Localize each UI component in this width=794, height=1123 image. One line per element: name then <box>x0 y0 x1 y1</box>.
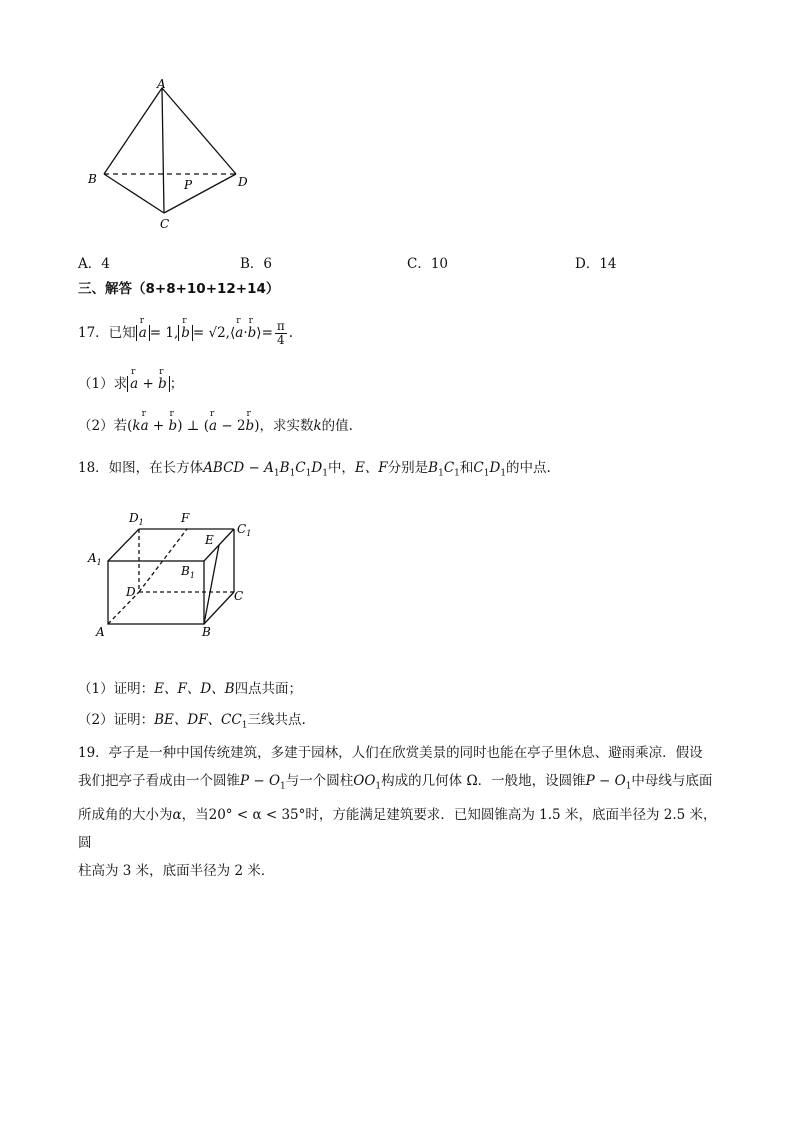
label-D: D <box>238 175 248 189</box>
q19-line1: 19．亭子是一种中国传统建筑，多建于园林，人们在欣赏美景的同时也能在亭子里休息、避雨乘凉．假设 <box>78 745 703 761</box>
label-B: B <box>202 625 211 639</box>
vector-b-abs: r b <box>178 325 193 341</box>
q17-prefix: 17．已知 <box>78 325 136 341</box>
label-B: B <box>88 172 97 186</box>
q19-line3: 所成角的大小为α，当20° < α < 35°时，方能满足建筑要求．已知圆锥高为 1.5 米，底面半径为 2.5 米，圆 <box>78 806 717 851</box>
vector-a-abs: r a <box>136 325 150 341</box>
choice-d[interactable]: D．14 <box>575 256 617 272</box>
label-D1: $D_1$ <box>129 511 144 527</box>
q18-stem: 18．如图，在长方体ABCD − $A_1B_1C_1D_1$中，E、F分别是$B_1C_1$和$C_1D_1$的中点. <box>78 460 551 479</box>
q19-line2: 我们把亭子看成由一个圆锥$P - O_1$与一个圆柱$OO_1$构成的几何体 Ω．一般地，设圆锥$P - O_1$中母线与底面 <box>78 773 713 792</box>
pi-over-4: $\frac{\pi}{4}$ <box>276 319 285 347</box>
q17-eq: = <box>261 325 273 341</box>
label-A1: $A_1$ <box>88 551 102 567</box>
sum-abs: r a + r b <box>127 376 170 392</box>
label-C: C <box>234 589 244 603</box>
cuboid-figure <box>84 502 274 647</box>
q17-part2: （2）若(kr a + r b) ⊥ (r a − 2r b)，求实数k的值. <box>78 414 353 434</box>
q19-paragraph <box>78 739 728 885</box>
q18-part2: （2）证明：BE、DF、$CC_1$三线共点. <box>78 712 306 731</box>
q17-b-val: = √2, <box>192 325 230 341</box>
label-F: F <box>181 511 190 525</box>
q17-a-val: = 1, <box>149 325 179 341</box>
q17-part1: （1）求r a + r b ； <box>78 372 183 392</box>
label-A: A <box>157 78 166 91</box>
label-E: E <box>205 533 214 547</box>
angle-bracket: ⟨r a·r b⟩ <box>230 325 262 341</box>
label-B1: $B_1$ <box>181 564 195 580</box>
label-C1: $C_1$ <box>237 522 252 538</box>
q17-stem: 17．已知r a = 1,r b = √2,⟨r a·r b⟩= $\frac{\pi}{4}$ . <box>78 320 293 347</box>
q18-part1: （1）证明：E、F、D、B四点共面； <box>78 681 303 697</box>
choice-a[interactable]: A．4 <box>78 256 110 272</box>
tetrahedron-figure <box>82 78 262 236</box>
label-C: C <box>160 217 170 231</box>
label-D: D <box>126 585 136 599</box>
perp-expression: (kr a + r b) ⊥ (r a − 2r b) <box>127 418 259 434</box>
label-P: P <box>184 178 193 192</box>
choice-c[interactable]: C．10 <box>407 256 449 272</box>
label-A: A <box>96 625 105 639</box>
q19-line4: 柱高为 3 米，底面半径为 2 米． <box>78 862 275 879</box>
choice-b[interactable]: B．6 <box>240 256 273 272</box>
section-heading: 三、解答（8+8+10+12+14） <box>78 281 280 297</box>
